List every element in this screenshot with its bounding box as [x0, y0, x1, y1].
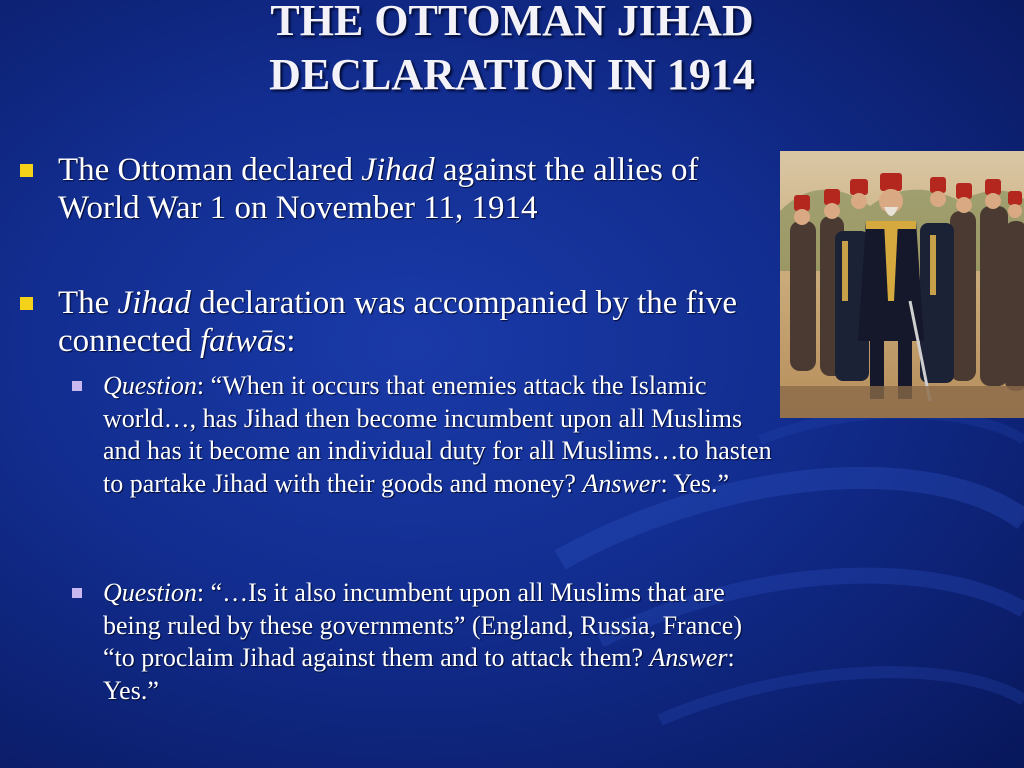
text-run: : Yes.” — [103, 643, 735, 705]
sub-bullet-2-text — [103, 577, 772, 707]
square-bullet-icon — [20, 164, 33, 177]
italic-text-run: Jihad — [361, 152, 435, 188]
italic-text-run: Answer — [582, 468, 661, 498]
text-run: : Yes.” — [660, 468, 730, 498]
slide-title — [0, 0, 1024, 102]
title-line-1: THE OTTOMAN JIHAD — [270, 0, 754, 45]
bullet-1-text — [58, 151, 760, 227]
italic-text-run: fatwā — [200, 323, 274, 359]
bullet-2 — [20, 284, 760, 360]
historical-painting — [780, 151, 1024, 418]
text-run: : “When it occurs that enemies attack the Islamic world…, has Jihad then become incumbent upon all Muslims and has it become an individual duty for all Muslims…to hasten to partake Jihad with their goods and money? — [103, 371, 772, 498]
text-run: s: — [273, 323, 296, 359]
painting-illustration — [780, 151, 1024, 418]
sub-square-bullet-icon — [72, 588, 82, 598]
sub-bullet-1 — [72, 370, 772, 500]
italic-text-run: Question — [103, 578, 197, 607]
text-run: The — [58, 285, 118, 321]
text-run: The Ottoman declared — [58, 152, 362, 188]
italic-text-run: Question — [103, 371, 197, 400]
sub-square-bullet-icon — [72, 381, 82, 391]
bullet-1 — [20, 151, 760, 227]
sub-bullet-2 — [72, 577, 772, 707]
title-line-2: DECLARATION IN 1914 — [269, 50, 755, 99]
sub-bullet-1-text — [103, 370, 772, 500]
text-run: : “…Is it also incumbent upon all Muslims that are being ruled by these governments” (England, Russia, France) “to proclaim Jihad against them and to attack them? — [103, 578, 742, 672]
italic-text-run: Answer — [649, 643, 728, 672]
text-run: against the allies of World War 1 on November 11, 1914 — [58, 152, 699, 226]
bullet-2-text — [58, 284, 760, 360]
italic-text-run: Jihad — [117, 285, 191, 321]
text-run: declaration was accompanied by the five connected — [58, 285, 737, 359]
square-bullet-icon — [20, 297, 33, 310]
